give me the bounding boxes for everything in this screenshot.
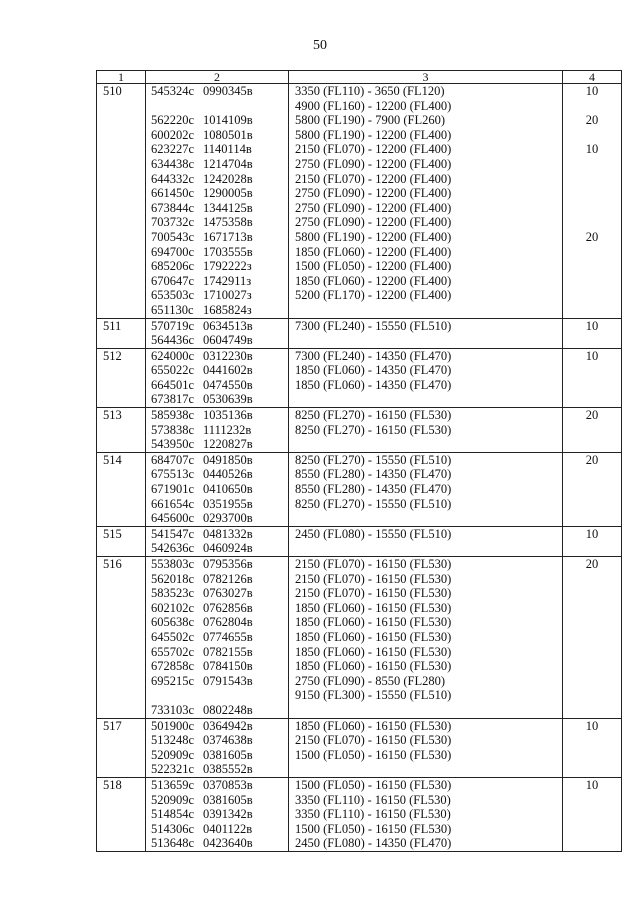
row-number: 515 bbox=[103, 526, 122, 541]
coordinates-cell bbox=[146, 452, 289, 526]
altitude-range-cell bbox=[289, 718, 563, 777]
latitude: 661450с bbox=[151, 186, 195, 201]
coordinate-line bbox=[151, 201, 288, 216]
airspace-table bbox=[96, 70, 622, 852]
longitude: 0782155в bbox=[203, 644, 253, 659]
longitude: 0381605в bbox=[203, 792, 253, 807]
table-row bbox=[97, 452, 622, 526]
altitude-range-cell bbox=[289, 777, 563, 851]
altitude-range: 5800 (FL190) - 12200 (FL400) bbox=[295, 127, 452, 142]
latitude: 655022с bbox=[151, 363, 195, 378]
latitude: 513248с bbox=[151, 733, 195, 748]
longitude: 0351955в bbox=[203, 496, 253, 511]
latitude: 514306с bbox=[151, 821, 195, 836]
longitude: 1014109в bbox=[203, 113, 253, 128]
coordinate-line bbox=[151, 748, 288, 763]
altitude-range: 1850 (FL060) - 12200 (FL400) bbox=[295, 273, 452, 288]
coordinates-cell bbox=[146, 777, 289, 851]
altitude-range-cell bbox=[289, 557, 563, 719]
longitude: 0441602в bbox=[203, 363, 253, 378]
header-col-4: 4 bbox=[563, 71, 622, 84]
coordinate-line bbox=[151, 319, 288, 334]
altitude-range: 2450 (FL080) - 15550 (FL510) bbox=[295, 526, 452, 541]
coordinate-line bbox=[151, 645, 288, 660]
altitude-range: 2150 (FL070) - 16150 (FL530) bbox=[295, 571, 452, 586]
width-value: 20 bbox=[585, 229, 599, 244]
altitude-range: 1850 (FL060) - 16150 (FL530) bbox=[295, 718, 452, 733]
longitude: 0401122в bbox=[203, 821, 253, 836]
coordinate-line bbox=[151, 437, 288, 452]
latitude: 653503с bbox=[151, 288, 195, 303]
coordinate-line bbox=[151, 703, 288, 718]
latitude: 645600с bbox=[151, 511, 195, 526]
altitude-range: 3350 (FL110) - 3650 (FL120) bbox=[295, 84, 445, 98]
altitude-range: 1850 (FL060) - 16150 (FL530) bbox=[295, 659, 452, 674]
latitude: 671901с bbox=[151, 482, 195, 497]
altitude-range: 2750 (FL090) - 12200 (FL400) bbox=[295, 186, 452, 201]
longitude: 0410650в bbox=[203, 482, 253, 497]
latitude: 602102с bbox=[151, 600, 195, 615]
coordinate-line bbox=[151, 288, 288, 303]
width-value: 10 bbox=[585, 526, 599, 541]
latitude: 605638с bbox=[151, 615, 195, 630]
coordinate-line bbox=[151, 230, 288, 245]
width-value bbox=[563, 99, 621, 114]
altitude-range: 1850 (FL060) - 16150 (FL530) bbox=[295, 644, 452, 659]
width-cell bbox=[563, 84, 622, 319]
coordinate-line bbox=[151, 482, 288, 497]
latitude: 733103с bbox=[151, 702, 195, 717]
coordinate-line bbox=[151, 84, 288, 99]
row-number: 518 bbox=[103, 777, 122, 792]
latitude: 583523с bbox=[151, 586, 195, 601]
latitude: 564436с bbox=[151, 333, 195, 348]
longitude: 1742911з bbox=[203, 273, 252, 288]
altitude-range: 1850 (FL060) - 16150 (FL530) bbox=[295, 629, 452, 644]
longitude: 0481332в bbox=[203, 526, 253, 541]
altitude-range: 8250 (FL270) - 15550 (FL510) bbox=[295, 496, 452, 511]
latitude: 570719с bbox=[151, 318, 195, 333]
coordinate-line bbox=[151, 822, 288, 837]
width-value: 20 bbox=[585, 452, 599, 467]
latitude: 695215с bbox=[151, 673, 195, 688]
row-number-cell bbox=[97, 408, 146, 453]
width-cell bbox=[563, 408, 622, 453]
longitude: 0370853в bbox=[203, 777, 253, 792]
table-row bbox=[97, 318, 622, 348]
latitude: 634438с bbox=[151, 156, 195, 171]
altitude-range: 1850 (FL060) - 14350 (FL470) bbox=[295, 363, 452, 378]
altitude-range: 2750 (FL090) - 12200 (FL400) bbox=[295, 215, 452, 230]
coordinate-line bbox=[151, 601, 288, 616]
width-value: 10 bbox=[585, 142, 599, 157]
longitude: 0474550в bbox=[203, 377, 253, 392]
coordinate-line bbox=[151, 572, 288, 587]
coordinate-line bbox=[151, 674, 288, 689]
altitude-range: 1500 (FL050) - 16150 (FL530) bbox=[295, 821, 452, 836]
altitude-range: 3350 (FL110) - 16150 (FL530) bbox=[295, 792, 451, 807]
altitude-range-cell bbox=[289, 318, 563, 348]
altitude-range: 2750 (FL090) - 8550 (FL280) bbox=[295, 673, 445, 688]
width-value: 10 bbox=[585, 318, 599, 333]
latitude: 672858с bbox=[151, 659, 195, 674]
latitude: 651130с bbox=[151, 302, 194, 317]
header-col-2: 2 bbox=[146, 71, 289, 84]
coordinate-line bbox=[151, 99, 288, 114]
altitude-range: 3350 (FL110) - 16150 (FL530) bbox=[295, 807, 451, 822]
altitude-range: 2750 (FL090) - 12200 (FL400) bbox=[295, 156, 452, 171]
altitude-range: 5800 (FL190) - 12200 (FL400) bbox=[295, 229, 452, 244]
coordinate-line bbox=[151, 142, 288, 157]
row-number-cell bbox=[97, 718, 146, 777]
altitude-range-cell bbox=[289, 84, 563, 319]
longitude: 0604749в bbox=[203, 333, 253, 348]
latitude: 520909с bbox=[151, 792, 195, 807]
latitude: 694700с bbox=[151, 244, 195, 259]
altitude-range: 1850 (FL060) - 12200 (FL400) bbox=[295, 244, 452, 259]
longitude: 1220827в bbox=[203, 437, 253, 452]
table-row bbox=[97, 348, 622, 407]
width-value: 20 bbox=[585, 408, 599, 423]
altitude-range: 1500 (FL050) - 12200 (FL400) bbox=[295, 259, 452, 274]
coordinates-cell bbox=[146, 408, 289, 453]
latitude: 661654с bbox=[151, 496, 195, 511]
longitude: 0381605в bbox=[203, 747, 253, 762]
latitude: 562018с bbox=[151, 571, 195, 586]
width-cell bbox=[563, 718, 622, 777]
latitude: 664501с bbox=[151, 377, 195, 392]
latitude: 543950с bbox=[151, 437, 195, 452]
longitude: 1792222з bbox=[203, 259, 252, 274]
coordinate-line bbox=[151, 762, 288, 777]
coordinates-cell bbox=[146, 348, 289, 407]
longitude: 0364942в bbox=[203, 718, 253, 733]
row-number: 510 bbox=[103, 84, 122, 98]
latitude: 585938с bbox=[151, 408, 195, 423]
longitude: 1475358в bbox=[203, 215, 253, 230]
table-body bbox=[97, 84, 622, 852]
longitude: 0795356в bbox=[203, 557, 253, 571]
longitude: 0385552в bbox=[203, 762, 253, 777]
coordinate-line bbox=[151, 274, 288, 289]
longitude: 0762804в bbox=[203, 615, 253, 630]
longitude: 1035136в bbox=[203, 408, 253, 423]
altitude-range: 2150 (FL070) - 16150 (FL530) bbox=[295, 557, 452, 571]
altitude-range-cell bbox=[289, 408, 563, 453]
row-number-cell bbox=[97, 526, 146, 556]
latitude: 624000с bbox=[151, 348, 195, 363]
coordinate-line bbox=[151, 557, 288, 572]
latitude: 562220с bbox=[151, 113, 195, 128]
longitude: 0293700в bbox=[203, 511, 253, 526]
latitude: 513648с bbox=[151, 836, 195, 851]
latitude: 542636с bbox=[151, 541, 195, 556]
coordinates-cell bbox=[146, 318, 289, 348]
coordinate-line bbox=[151, 186, 288, 201]
longitude: 0391342в bbox=[203, 807, 253, 822]
latitude: 645502с bbox=[151, 629, 195, 644]
latitude: 573838с bbox=[151, 422, 195, 437]
altitude-range: 8550 (FL280) - 14350 (FL470) bbox=[295, 467, 452, 482]
latitude: 514854с bbox=[151, 807, 195, 822]
coordinates-cell bbox=[146, 84, 289, 319]
longitude: 1140114в bbox=[203, 142, 252, 157]
latitude: 670647с bbox=[151, 273, 195, 288]
row-number: 512 bbox=[103, 348, 122, 363]
coordinates-cell bbox=[146, 718, 289, 777]
latitude: 703732с bbox=[151, 215, 195, 230]
latitude: 553803с bbox=[151, 557, 195, 571]
altitude-range: 5200 (FL170) - 12200 (FL400) bbox=[295, 288, 452, 303]
altitude-range: 2150 (FL070) - 16150 (FL530) bbox=[295, 733, 452, 748]
latitude: 623227с bbox=[151, 142, 195, 157]
coordinate-line bbox=[151, 453, 288, 468]
coordinate-line bbox=[151, 378, 288, 393]
altitude-range: 1850 (FL060) - 16150 (FL530) bbox=[295, 615, 452, 630]
coordinate-line bbox=[151, 630, 288, 645]
header-row bbox=[97, 71, 622, 84]
longitude: 0791543в bbox=[203, 673, 253, 688]
altitude-range: 2150 (FL070) - 12200 (FL400) bbox=[295, 171, 452, 186]
longitude: 0782126в bbox=[203, 571, 253, 586]
latitude: 501900с bbox=[151, 718, 195, 733]
latitude: 545324с bbox=[151, 84, 195, 98]
altitude-range: 8250 (FL270) - 16150 (FL530) bbox=[295, 408, 452, 423]
latitude: 673817с bbox=[151, 392, 195, 407]
latitude: 684707с bbox=[151, 452, 195, 467]
latitude: 685206с bbox=[151, 259, 195, 274]
width-cell bbox=[563, 526, 622, 556]
coordinate-line bbox=[151, 527, 288, 542]
longitude: 1111232в bbox=[203, 422, 252, 437]
longitude: 0802248в bbox=[203, 702, 253, 717]
longitude: 0530639в bbox=[203, 392, 253, 407]
coordinates-cell bbox=[146, 557, 289, 719]
coordinate-line bbox=[151, 215, 288, 230]
longitude: 0312230в bbox=[203, 348, 253, 363]
row-number: 517 bbox=[103, 718, 122, 733]
width-cell bbox=[563, 452, 622, 526]
coordinate-line bbox=[151, 615, 288, 630]
coordinate-line bbox=[151, 303, 288, 318]
coordinate-line bbox=[151, 733, 288, 748]
coordinate-line bbox=[151, 245, 288, 260]
coordinate-line bbox=[151, 128, 288, 143]
coordinate-line bbox=[151, 793, 288, 808]
header-col-3: 3 bbox=[289, 71, 563, 84]
width-value: 20 bbox=[585, 113, 599, 128]
longitude: 0990345в bbox=[203, 84, 253, 98]
longitude: 1080501в bbox=[203, 127, 253, 142]
longitude: 0774655в bbox=[203, 629, 253, 644]
coordinate-line bbox=[151, 157, 288, 172]
row-number-cell bbox=[97, 452, 146, 526]
altitude-range-cell bbox=[289, 452, 563, 526]
coordinate-line bbox=[151, 836, 288, 851]
table-row bbox=[97, 526, 622, 556]
row-number: 514 bbox=[103, 452, 122, 467]
longitude: 1242028в bbox=[203, 171, 253, 186]
coordinate-line bbox=[151, 586, 288, 601]
coordinate-line bbox=[151, 778, 288, 793]
width-value bbox=[563, 186, 621, 201]
latitude: 675513с bbox=[151, 467, 195, 482]
row-number: 513 bbox=[103, 408, 122, 423]
row-number-cell bbox=[97, 318, 146, 348]
altitude-range: 1500 (FL050) - 16150 (FL530) bbox=[295, 747, 452, 762]
row-number: 516 bbox=[103, 557, 122, 571]
coordinate-line bbox=[151, 349, 288, 364]
coordinate-line bbox=[151, 259, 288, 274]
coordinate-line bbox=[151, 392, 288, 407]
coordinate-line bbox=[151, 541, 288, 556]
altitude-range: 8250 (FL270) - 16150 (FL530) bbox=[295, 422, 452, 437]
altitude-range: 8550 (FL280) - 14350 (FL470) bbox=[295, 482, 452, 497]
altitude-range: 8250 (FL270) - 15550 (FL510) bbox=[295, 452, 452, 467]
row-number-cell bbox=[97, 777, 146, 851]
coordinate-line bbox=[151, 719, 288, 734]
coordinate-line bbox=[151, 423, 288, 438]
header-col-1: 1 bbox=[97, 71, 146, 84]
coordinate-line bbox=[151, 408, 288, 423]
coordinates-cell bbox=[146, 526, 289, 556]
row-number: 511 bbox=[103, 318, 122, 333]
altitude-range: 7300 (FL240) - 15550 (FL510) bbox=[295, 318, 452, 333]
latitude: 700543с bbox=[151, 229, 195, 244]
altitude-range: 2750 (FL090) - 12200 (FL400) bbox=[295, 200, 452, 215]
coordinate-line bbox=[151, 807, 288, 822]
longitude: 1703555в bbox=[203, 244, 253, 259]
longitude: 0763027в bbox=[203, 586, 253, 601]
coordinate-line bbox=[151, 363, 288, 378]
coordinate-line bbox=[151, 172, 288, 187]
altitude-range: 7300 (FL240) - 14350 (FL470) bbox=[295, 348, 452, 363]
page-number: 50 bbox=[313, 38, 327, 53]
altitude-range: 2150 (FL070) - 12200 (FL400) bbox=[295, 142, 452, 157]
coordinate-line bbox=[151, 113, 288, 128]
longitude: 0460924в bbox=[203, 541, 253, 556]
longitude: 0423640в bbox=[203, 836, 253, 851]
altitude-range: 5800 (FL190) - 7900 (FL260) bbox=[295, 113, 445, 128]
row-number-cell bbox=[97, 348, 146, 407]
longitude: 1214704в bbox=[203, 156, 253, 171]
table-row bbox=[97, 777, 622, 851]
altitude-range: 1500 (FL050) - 16150 (FL530) bbox=[295, 777, 452, 792]
longitude: 1685824з bbox=[203, 302, 252, 317]
coordinate-line bbox=[151, 688, 288, 703]
longitude: 0491850в bbox=[203, 452, 253, 467]
table-row bbox=[97, 718, 622, 777]
coordinate-line bbox=[151, 511, 288, 526]
latitude: 673844с bbox=[151, 200, 195, 215]
width-cell bbox=[563, 318, 622, 348]
table-row bbox=[97, 557, 622, 719]
width-value bbox=[563, 201, 621, 216]
longitude: 0374638в bbox=[203, 733, 253, 748]
width-value bbox=[563, 157, 621, 172]
altitude-range: 1850 (FL060) - 16150 (FL530) bbox=[295, 600, 452, 615]
latitude: 513659с bbox=[151, 777, 195, 792]
altitude-range: 2150 (FL070) - 16150 (FL530) bbox=[295, 586, 452, 601]
latitude: 541547с bbox=[151, 526, 195, 541]
latitude: 522321с bbox=[151, 762, 195, 777]
longitude: 0440526в bbox=[203, 467, 253, 482]
longitude: 0762856в bbox=[203, 600, 253, 615]
width-cell bbox=[563, 777, 622, 851]
altitude-range: 2450 (FL080) - 14350 (FL470) bbox=[295, 836, 452, 851]
width-cell bbox=[563, 557, 622, 719]
width-value bbox=[563, 172, 621, 187]
altitude-range: 4900 (FL160) - 12200 (FL400) bbox=[295, 98, 452, 113]
row-number-cell bbox=[97, 84, 146, 319]
latitude: 655702с bbox=[151, 644, 195, 659]
altitude-range-cell bbox=[289, 526, 563, 556]
coordinate-line bbox=[151, 467, 288, 482]
width-value bbox=[563, 215, 621, 230]
altitude-range: 9150 (FL300) - 15550 (FL510) bbox=[295, 688, 452, 703]
width-value: 20 bbox=[585, 557, 599, 571]
width-value: 10 bbox=[585, 84, 599, 98]
width-value: 10 bbox=[585, 718, 599, 733]
row-number-cell bbox=[97, 557, 146, 719]
latitude: 600202с bbox=[151, 127, 195, 142]
latitude: 520909с bbox=[151, 747, 195, 762]
longitude: 1344125в bbox=[203, 200, 253, 215]
altitude-range: 1850 (FL060) - 14350 (FL470) bbox=[295, 377, 452, 392]
longitude: 1290005в bbox=[203, 186, 253, 201]
longitude: 0634513в bbox=[203, 318, 253, 333]
width-value: 10 bbox=[585, 348, 599, 363]
longitude: 1710027з bbox=[203, 288, 252, 303]
altitude-range-cell bbox=[289, 348, 563, 407]
latitude: 644332с bbox=[151, 171, 195, 186]
width-cell bbox=[563, 348, 622, 407]
table-row bbox=[97, 84, 622, 319]
coordinate-line bbox=[151, 497, 288, 512]
longitude: 1671713в bbox=[203, 229, 253, 244]
longitude: 0784150в bbox=[203, 659, 253, 674]
coordinate-line bbox=[151, 659, 288, 674]
coordinate-line bbox=[151, 333, 288, 348]
width-value bbox=[563, 128, 621, 143]
width-value: 10 bbox=[585, 777, 599, 792]
table-row bbox=[97, 408, 622, 453]
